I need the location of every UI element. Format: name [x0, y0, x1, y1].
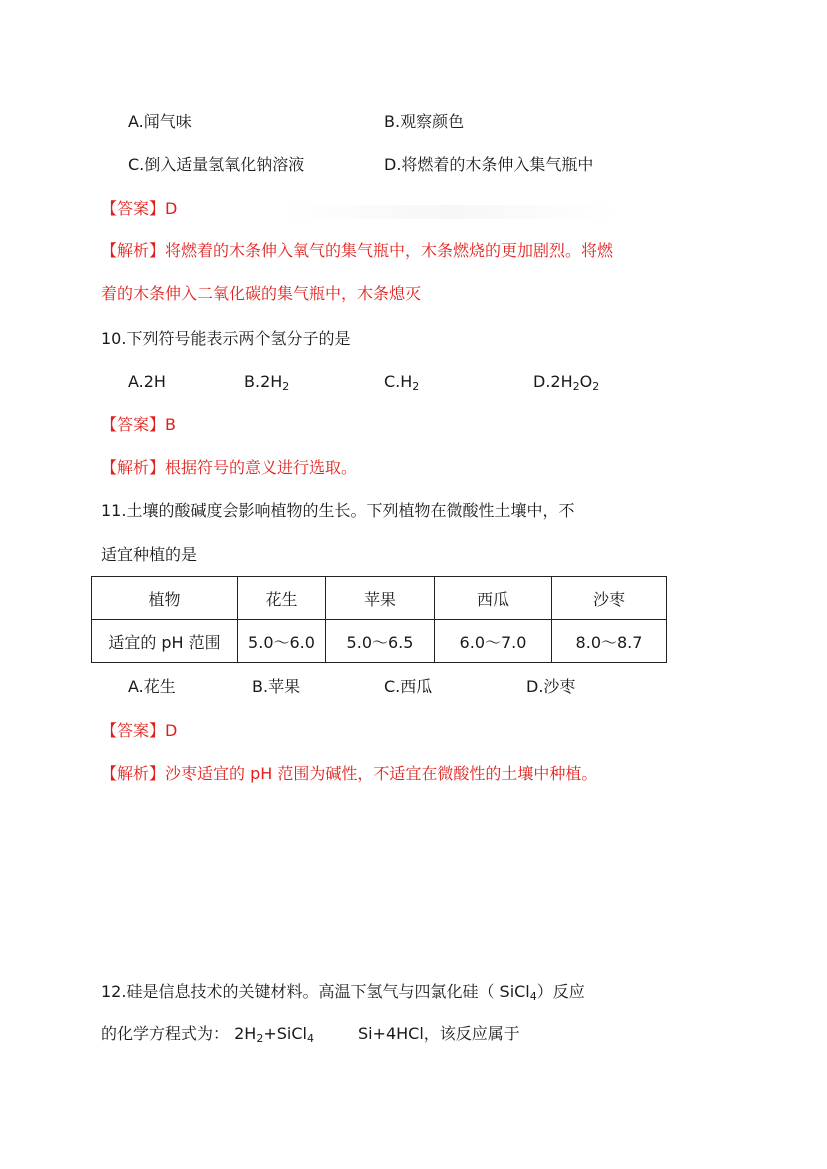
q10-option-a: A.2H — [128, 372, 166, 391]
table-cell: 5.0～6.5 — [326, 620, 435, 663]
q11-answer: 【答案】D — [101, 721, 178, 740]
q9-analysis-line1: 【解析】将燃着的木条伸入氧气的集气瓶中，木条燃烧的更加剧烈。将燃 — [101, 241, 614, 260]
table-cell: 西瓜 — [435, 577, 552, 620]
q9-option-d: D.将燃着的木条伸入集气瓶中 — [384, 155, 594, 174]
table-cell: 8.0～8.7 — [552, 620, 667, 663]
q10-analysis: 【解析】根据符号的意义进行选取。 — [101, 458, 358, 477]
q11-question-line2: 适宜种植的是 — [101, 545, 198, 564]
table-row — [92, 620, 667, 663]
q11-option-a: A.花生 — [128, 677, 176, 696]
q9-option-b: B.观察颜色 — [384, 112, 465, 131]
ph-table — [91, 576, 667, 663]
q9-answer: 【答案】D — [101, 199, 178, 218]
q12-question-line1: 12.硅是信息技术的关键材料。高温下氢气与四氯化硅（ SiCl$_4$）反应 — [101, 982, 585, 1003]
table-cell: 花生 — [238, 577, 326, 620]
q9-analysis-line2: 着的木条伸入二氧化碳的集气瓶中，木条熄灭 — [101, 284, 422, 303]
table-header-row — [92, 577, 667, 620]
q9-option-c: C.倒入适量氢氧化钠溶液 — [128, 155, 305, 174]
scan-smudge — [280, 205, 620, 219]
q10-option-d: $D.2H_2O_2$ — [533, 372, 600, 393]
table-cell: 苹果 — [326, 577, 435, 620]
table-cell: 沙枣 — [552, 577, 667, 620]
table-cell: 6.0～7.0 — [435, 620, 552, 663]
q11-option-b: B.苹果 — [252, 677, 301, 696]
table-cell: 5.0～6.0 — [238, 620, 326, 663]
q11-option-c: C.西瓜 — [384, 677, 433, 696]
q10-option-c: $C.H_2$ — [384, 372, 420, 393]
q10-question: 10.下列符号能表示两个氢分子的是 — [101, 329, 351, 348]
q9-option-a: A.闻气味 — [128, 112, 192, 131]
q11-option-d: D.沙枣 — [526, 677, 576, 696]
q10-answer: 【答案】B — [101, 415, 176, 434]
q11-question-line1: 11.土壤的酸碱度会影响植物的生长。下列植物在微酸性土壤中，不 — [101, 501, 575, 520]
q10-option-b: $B.2H_2$ — [244, 372, 290, 393]
table-cell: 适宜的 pH 范围 — [92, 620, 238, 663]
q11-analysis: 【解析】沙枣适宜的 pH 范围为碱性，不适宜在微酸性的土壤中种植。 — [101, 764, 598, 783]
table-cell: 植物 — [92, 577, 238, 620]
q12-question-line2: 的化学方程式为： $2H_2+SiCl_4$ Si+4HCl，该反应属于 — [101, 1024, 520, 1045]
